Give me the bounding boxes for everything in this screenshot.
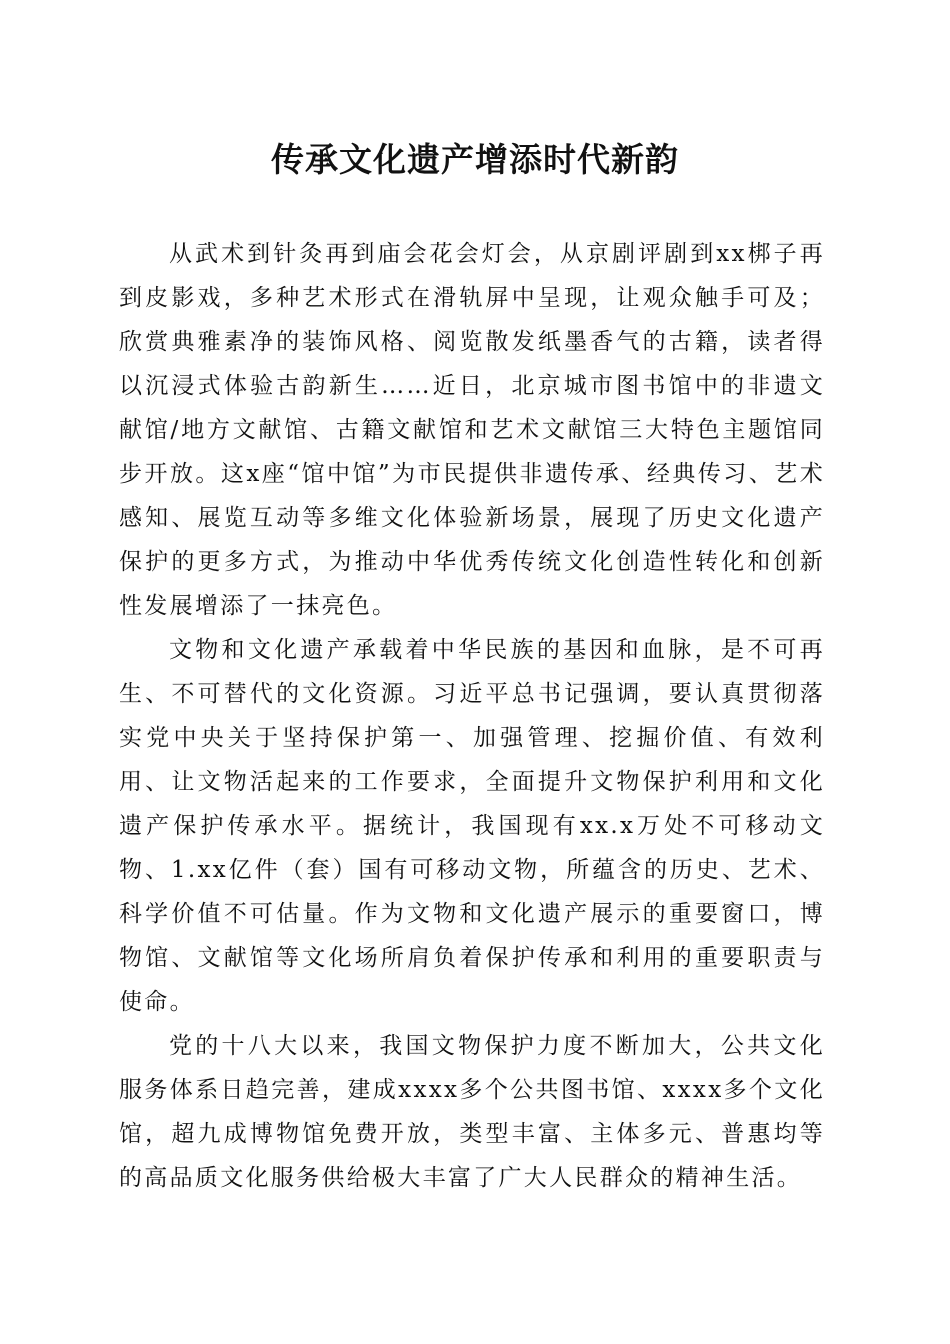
paragraph-2: 文物和文化遗产承载着中华民族的基因和血脉，是不可再生、不可替代的文化资源。习近平总书记强调，要认真贯彻落实党中央关于坚持保护第一、加强管理、挖掘价值、有效利用、让文物活起来的工作要求，全面提升文物保护利用和文化遗产保护传承水平。据统计，我国现有xx.x万处不可移动文物、1.xx亿件（套）国有可移动文物，所蕴含的历史、艺术、科学价值不可估量。作为文物和文化遗产展示的重要窗口，博物馆、文献馆等文化场所肩负着保护传承和利用的重要职责与使命。 bbox=[119, 637, 825, 1015]
document-body bbox=[119, 232, 825, 1200]
paragraph-3: 党的十八大以来，我国文物保护力度不断加大，公共文化服务体系日趋完善，建成xxxx多个公共图书馆、xxxx多个文化馆，超九成博物馆免费开放，类型丰富、主体多元、普惠均等的高品质文化服务供给极大丰富了广大人民群众的精神生活。 bbox=[119, 1033, 825, 1191]
paragraph-1: 从武术到针灸再到庙会花会灯会，从京剧评剧到xx梆子再到皮影戏，多种艺术形式在滑轨屏中呈现，让观众触手可及；欣赏典雅素净的装饰风格、阅览散发纸墨香气的古籍，读者得以沉浸式体验古韵新生……近日，北京城市图书馆中的非遗文献馆/地方文献馆、古籍文献馆和艺术文献馆三大特色主题馆同步开放。这x座“馆中馆”为市民提供非遗传承、经典传习、艺术感知、展览互动等多维文化体验新场景，展现了历史文化遗产保护的更多方式，为推动中华优秀传统文化创造性转化和创新性发展增添了一抹亮色。 bbox=[119, 241, 825, 619]
document-title: 传承文化遗产增添时代新韵 bbox=[271, 140, 679, 179]
